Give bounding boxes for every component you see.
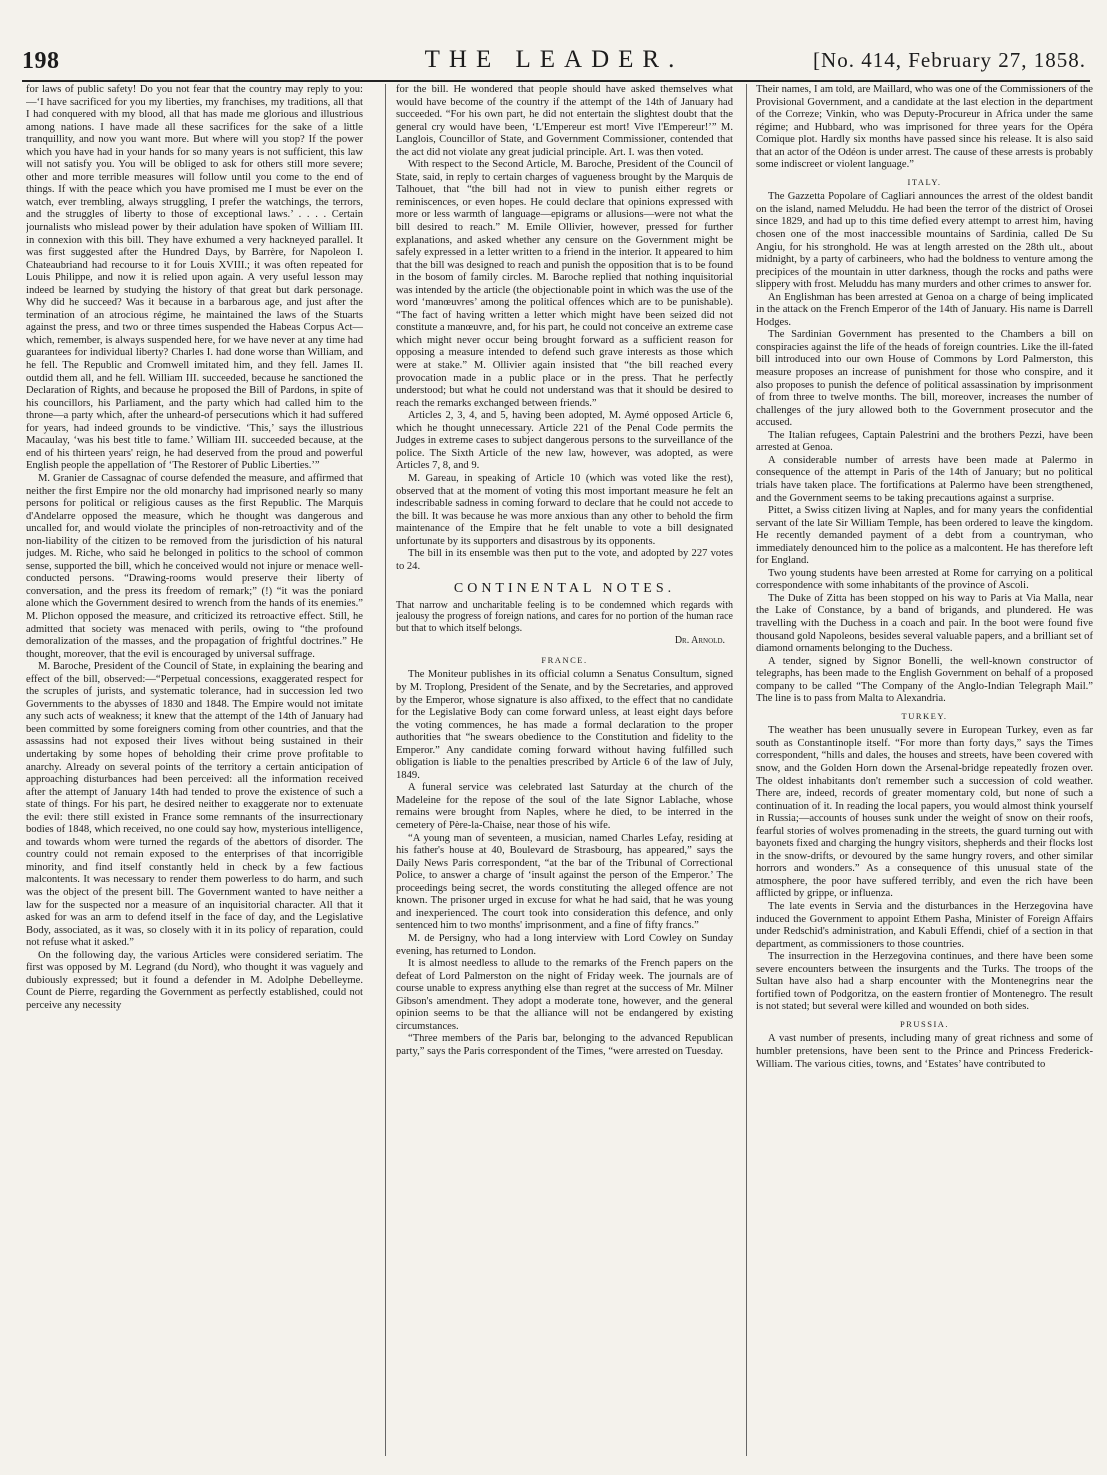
newspaper-title: THE LEADER. — [424, 46, 684, 73]
paragraph: The Italian refugees, Captain Palestrini and the brothers Pezzi, have been arrested at Genoa. — [756, 429, 1093, 454]
paragraph: Pittet, a Swiss citizen living at Naples, and for many years the confidential servant of the late Sir William Temple, has been ordered to leave the kingdom. He recently demanded payment of a debt from a countryman, who immediately denounced him to the police as a malcontent. He has therefore left for England. — [756, 505, 1093, 567]
paragraph: The late events in Servia and the disturbances in the Herzegovina have induced the Government to appoint Ethem Pasha, Minister of Foreign Affairs under Redschid's administration, and Kabuli Effendi, chief of a section in that department, as commissioners to those countries. — [756, 901, 1093, 950]
column-3 — [756, 84, 1093, 1456]
motto: That narrow and uncharitable feeling is to be condemned which regards with jealousy the progress of foreign nations, and cares for no portion of the human race but that to which itself belongs. — [396, 599, 733, 634]
paragraph: for the bill. He wondered that people should have asked themselves what would have become of the country if the attempt of the 14th of January had succeeded. “For his own part, he did not entertain the slightest doubt that the general cry would have been, ‘L'Empereur est mort! Vive l'Empereur!’” M. Langlois, Councillor of State, and Government Commissioner, contended that the act did not violate any great judicial principle. Art. I. was then voted. — [396, 84, 733, 158]
column-1 — [26, 84, 363, 1456]
paragraph: A considerable number of arrests have been made at Palermo in consequence of the attempt in Paris of the 14th of January; but no political trials have taken place. The fortifications at Palermo have been strengthened, and the Government seems to be taking precautions against a surprise. — [756, 454, 1093, 504]
column-2 — [396, 84, 733, 1456]
paragraph: M. Gareau, in speaking of Article 10 (which was voted like the rest), observed that at the moment of voting this most important measure he felt an indescribable sadness in coming forward to declare that he could not accede to the bill. It was because he was more anxious than any other to behold the firm maintenance of the Empire that he felt unable to vote a bill designated unfortunate by its supporters and disastrous by its opponents. — [396, 472, 733, 547]
paragraph: The bill in its ensemble was then put to the vote, and adopted by 227 votes to 24. — [396, 548, 733, 572]
paragraph: The Gazzetta Popolare of Cagliari announces the arrest of the oldest bandit on the island, named Meluddu. He had been the terror of the district of Orosei since 1829, and had up to this time defied every attempt to arrest him, having chosen one of the most inaccessible mountains of Sardinia, called De Su Angiu, for his stronghold. He was at length arrested on the 28th ult., about midnight, by a party of carbineers, who had the boldness to venture among the precipices of the mountain in utter darkness, though the rocks and paths were slippery with frost. Meluddu has many murders and other crimes to answer for. — [756, 191, 1093, 291]
paragraph: Their names, I am told, are Maillard, who was one of the Commissioners of the Provisional Government, and a candidate at the last election in the department of the Correze; Vinkin, who was Deputy-Procureur in Africa under the same régime; and Hubbard, who was imprisoned for three years for the Opéra Comique plot. Hardly six months have passed since his release. It is also said that an actor of the Odéon is under arrest. The cause of these arrests is probably some indiscreet or violent language.” — [756, 84, 1093, 171]
paragraph: On the following day, the various Articles were considered seriatim. The first was opposed by M. Legrand (du Nord), who thought it was vaguely and dubiously expressed; but it found a defender in M. Adolphe Debelleyme. Count de Pierre, regarding the Government as perfectly established, could not perceive any necessity — [26, 949, 363, 1011]
section-title-continental-notes: CONTINENTAL NOTES. — [453, 581, 676, 597]
subheading-italy: ITALY. — [907, 176, 942, 187]
paragraph: The Duke of Zitta has been stopped on his way to Paris at Via Malla, near the Lake of Constance, by a band of brigands, and plundered. He was travelling with the Duchess in a coach and pair. In the boot were found five thousand gold Napoleons, besides several valuable papers, and a brilliant set of diamond ornaments belonging to the Duchess. — [756, 592, 1093, 655]
masthead — [18, 34, 1090, 76]
column-divider — [385, 84, 386, 1456]
paragraph: Two young students have been arrested at Rome for carrying on a political correspondence with some inhabitants of the province of Ascoli. — [756, 567, 1093, 592]
paragraph: A vast number of presents, including many of great richness and some of humbler pretensions, have been sent to the Prince and Princess Frederick-William. The various cities, towns, and ‘Estates’ have contributed to — [756, 1033, 1093, 1070]
subheading-prussia: PRUSSIA. — [899, 1018, 950, 1029]
page-number: 198 — [22, 48, 60, 74]
paragraph: With respect to the Second Article, M. Baroche, President of the Council of State, said, in reply to certain charges of vagueness brought by the Marquis de Talhouet, that “the bill had not in view to punish either regrets or reminiscences, or even hopes. He could declare that opinions expressed with more or less warmth of language—epigrams or allusions—were not what the bill desired to reach.” M. Emile Ollivier, however, pressed for further explanations, and asked whether any censure on the Government might be safely expressed in a letter written to a friend in the interior. It appeared to him that the bill was designed to reach and punish the opposition that is to be found in the bosom of family circles. M. Baroche replied that nothing inquisitorial was intended by the article (the objectionable point in which was the use of the word ‘manœuvres’ among the political offences which are to be punishable). “The fact of having written a letter which might have been seized did not constitute a manœuvre, and, for his part, he could not conceive an extreme case which might never occur being brought forward as a sufficient reason for opposing a measure intended to defend such grave interests as those which were at stake.” M. Ollivier again insisted that “the bill reached every provocation made in a public place or in the press. That he perfectly understood; but what he could not understand was that it should be desired to reach the remarks exchanged between friends.” — [396, 159, 733, 409]
paragraph: A funeral service was celebrated last Saturday at the church of the Madeleine for the repose of the soul of the late Signor Lablache, whose remains were brought from Naples, where he died, to be interred in the cemetery of Père-la-Chaise, near those of his wife. — [396, 782, 733, 832]
header-rule — [22, 80, 1090, 82]
paragraph: The Sardinian Government has presented to the Chambers a bill on conspiracies against the life of the heads of foreign countries. Like the ill-fated bill introduced into our own House of Commons by Lord Palmerston, this measure proposes an increase of punishment for those who conspire, and it also proposes to punish the defence of political assassination by imprisonment of from three to twelve months. The bill, moreover, increases the number of challenges of the jury allowed both to the Government prosecutor and the accused. — [756, 329, 1093, 429]
paragraph: M. de Persigny, who had a long interview with Lord Cowley on Sunday evening, has returned to London. — [396, 932, 733, 957]
paragraph: The insurrection in the Herzegovina continues, and there have been some severe encounters between the insurgents and the Turks. The troops of the Sultan have also had a sharp encounter with the Montenegrins near the fortified town of Podgoritza, on the eastern frontier of Montenegro. The result is not stated; but several were killed and wounded on both sides. — [756, 951, 1093, 1013]
paragraph: An Englishman has been arrested at Genoa on a charge of being implicated in the attack on the French Emperor of the 14th of January. His name is Darrell Hodges. — [756, 291, 1093, 328]
subheading-france: FRANCE. — [541, 654, 588, 665]
subheading-turkey: TURKEY. — [901, 710, 948, 721]
paragraph: “A young man of seventeen, a musician, named Charles Lefay, residing at his father's house at 40, Boulevard de Strasbourg, has appeared,” says the Daily News Paris correspondent, “at the bar of the Tribunal of Correctional Police, to answer a charge of ‘insult against the person of the Emperor.’ The proceedings being secret, the words constituting the alleged offence are not known. The prisoner urged in excuse for what he had said, that he was young and inexperienced. The court took into consideration this defence, and only sentenced him to two months' imprisonment, and a fine of fifty francs.” — [396, 832, 733, 932]
paragraph: “Three members of the Paris bar, belonging to the advanced Republican party,” says the Paris correspondent of the Times, “were arrested on Tuesday. — [396, 1033, 733, 1057]
paragraph: M. Granier de Cassagnac of course defended the measure, and affirmed that neither the first Empire nor the old monarchy had imprisoned nearly so many persons for political or religious causes as the first Republic. The Marquis d'Andelarre opposed the measure, which he thought was dangerous and uncalled for, and would violate the principles of non-retroactivity and of the non-liability of the citizen to be removed from the jurisdiction of his natural judges. M. Riche, who said he belonged in politics to the school of common sense, supported the bill, which he conceived would not injure or menace well-conducted persons. “Drawing-rooms would preserve their liberty of conversation, and the press its freedom of remark;” (!) “it was the poniard alone which the Government desired to wrench from the hands of its enemies.” M. Plichon opposed the measure, and criticized its retroactive effect. Still, he admitted that society was menaced with perils, owing to “the profound demoralization of the masses, and the propagation of frightful doctrines.” He thought, moreover, that the evil is encouraged by universal suffrage. — [26, 472, 363, 660]
paragraph: M. Baroche, President of the Council of State, in explaining the bearing and effect of the bill, observed:—“Perpetual concessions, exaggerated respect for the scruples of jurists, and systematic tolerance, had in succession led two Governments to the abysses of 1830 and 1848. The Empire would not imitate any such acts of weakness; it knew that the attempt of the 14th of January had been committed by some foreigners coming from other countries, and that the assassins had not exposed their lives without being sustained in their undertaking by some hopes of beholding their crime prove profitable to anarchy. Already on several points of the territory a certain anticipation of approaching disturbances had been perceived: all the information received after the attempt of January 14th had tended to prove the existence of such a state of things. For his part, he desired neither to exaggerate nor to extenuate the evil: there still existed in France some remnants of the insurrectionary bodies of 1848, which received, no one could say how, mysterious intelligence, and towards whom were turned the regards of the abettors of disorder. The country could not remain exposed to the enterprises of that incorrigible minority, and find itself constantly held in check by a few factious malcontents. It was necessary to render them powerless to do harm, and such was the object of the present bill. The Government wanted to have neither a law for the suspected nor a measure of an inquisitorial character. All that it asked for was an arm to defend itself in the face of day, and the Legislative Body, associated, as it was, so closely with it in its policy of reparation, could not refuse what it asked.” — [26, 661, 363, 949]
issue-info: [No. 414, February 27, 1858. — [813, 48, 1086, 72]
paragraph: The Moniteur publishes in its official column a Senatus Consultum, signed by M. Troplong, President of the Senate, and by the Secretaries, and approved by the Emperor, whose signature is also affixed, to the effect that no candidate for the Legislative Body can come forward unless, at least eight days before the voting commences, he has made a formal declaration to the proper authorities that “he swears obedience to the Constitution and fidelity to the Emperor.” Any candidate coming forward without having fulfilled such obligation is liable to the penalties prescribed by Article 6 of the law of July, 1849. — [396, 669, 733, 781]
motto-author: Dr. Arnold. — [674, 635, 725, 647]
paragraph: Articles 2, 3, 4, and 5, having been adopted, M. Aymé opposed Article 6, which he thought unnecessary. Article 221 of the Penal Code permits the Judges in extreme cases to subject dangerous persons to the surveillance of the police. The Sixth Article of the new law, however, was adopted, as were Articles 7, 8, and 9. — [396, 410, 733, 472]
paragraph: A tender, signed by Signor Bonelli, the well-known constructor of telegraphs, has been made to the English Government on behalf of a proposed company to be called “The Company of the Anglo-Indian Telegraph Mail.” The line is to pass from Malta to Alexandria. — [756, 655, 1093, 705]
paragraph: The weather has been unusually severe in European Turkey, even as far south as Constantinople itself. “For more than forty days,” says the Times correspondent, “hills and dales, the houses and streets, have been covered with snow, and the Golden Horn down the Arsenal-bridge repeatedly frozen over. The oldest inhabitants don't remember such a succession of cold weather. There are, indeed, records of greater momentary cold, but none of such a continuation of it. In reading the local papers, you would almost think yourself in Russia;—accounts of houses sunk under the weight of snow on their roofs, fearful stories of wolves promenading in the streets, the guard turning out with bayonets fixed and charging the hungry visitors, shepherds and their flocks lost in the snow-drifts, or devoured by the same hungry rovers, and other similar horrors and wonders.” As a consequence of this unusual state of the atmosphere, the poor have suffered terribly, and even the rich have been afflicted by grippe, or influenza. — [756, 725, 1093, 900]
paragraph: It is almost needless to allude to the remarks of the French papers on the defeat of Lord Palmerston on the night of Friday week. The journals are of course unable to express anything else than regret at the success of Mr. Milner Gibson's amendment. They adopt a moderate tone, however, and the general opinion seems to be that the alliance will not be endangered by existing circumstances. — [396, 958, 733, 1032]
column-divider — [746, 84, 747, 1456]
paragraph: for laws of public safety! Do you not fear that the country may reply to you:—‘I have sacrificed for you my liberties, my franchises, my traditions, all that I had conquered with my blood, all that has made me glorious and illustrious among nations. I have made all these sacrifices for the sake of a little tranquillity, and now you want more. But where will you stop? If the power which you have had in your hands for so many years is not sufficient, this law will not satisfy you. You will be obliged to ask for others still more severe; other and more terrible measures will follow until you come to the end of things. If with the peace which you have promised me I must be ever on the watch, ever trembling, always struggling, I prefer the watchings, the terrors, and the struggles of liberty to those of exceptional laws.’ . . . . Certain journalists who mislead power by their adulation have spoken of William III. in connexion with this bill. They have exhumed a very hackneyed parallel. It was first suggested after the Hundred Days, by Barrère, for Napoleon I. Chateaubriand had recourse to it for Louis XVIII.; it was often repeated for Louis Philippe, and now it is relied upon again. A very useful lesson may indeed be learned by studying the history of that great but dark personage. Why did he succeed? Was it because in a barbarous age, and just after the termination of an atrocious régime, he maintained the laws of the Stuarts against the press, and two or three times suspended the Habeas Corpus Act—which, remember, is always suspended here, for we have never at any time had guarantees for individual liberty? Charles I. had done worse than William, and he fell. The Republic and Cromwell imitated him, and they fell. James II. outdid them all, and he fell. William III. succeeded, because he sanctioned the Declaration of Rights, and because he proposed the Bill of Pardons, in spite of his councillors, his Parliament, and the party which had called him to the throne—a party which, after the unheard-of persecutions which it had suffered for years, had indeed grounds to be vindictive. ‘This,’ says the illustrious Macaulay, ‘was his best title to fame.’ William III. succeeded because, at the end of his thirteen years' reign, he had deserved from the proud and powerful English people the appellation of ‘The Restorer of Public Liberties.’” — [26, 84, 363, 472]
